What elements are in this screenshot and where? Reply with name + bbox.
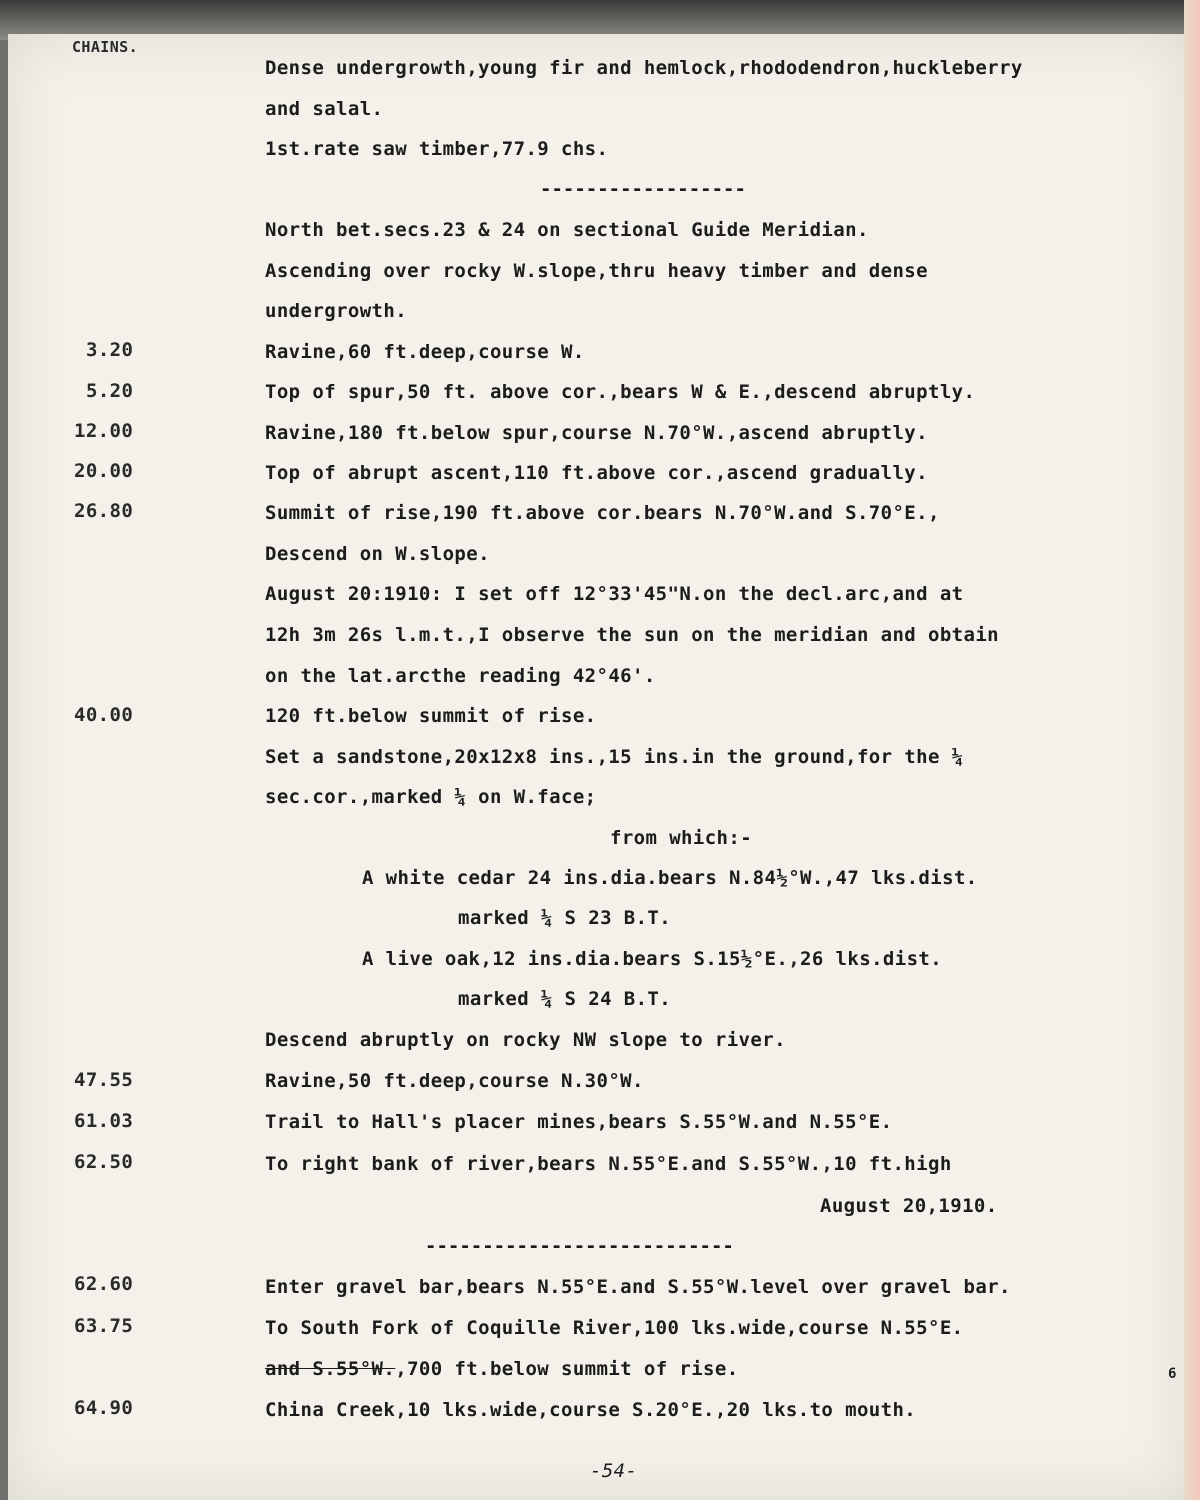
chains-header: CHAINS. <box>72 38 139 56</box>
chain-distance: 3.20 <box>86 339 134 361</box>
scan-right-edge <box>1184 0 1200 1500</box>
text-line: Trail to Hall's placer mines,bears S.55°W.and N.55°E. <box>265 1111 893 1133</box>
text-line: 1st.rate saw timber,77.9 chs. <box>265 138 609 160</box>
text-line: Top of spur,50 ft. above cor.,bears W & E.,descend abruptly. <box>265 381 976 403</box>
text-line: on the lat.arcthe reading 42°46'. <box>265 665 656 687</box>
bearing-tree-line: A live oak,12 ins.dia.bears S.15½°E.,26 lks.dist. <box>362 948 943 970</box>
struck-text: and S.55°W. <box>265 1358 396 1380</box>
chain-distance: 47.55 <box>74 1069 134 1091</box>
separator-rule: --------------------------- <box>425 1235 734 1257</box>
text-line: sec.cor.,marked ¼ on W.face; <box>265 786 597 808</box>
text-line: To right bank of river,bears N.55°E.and S.55°W.,10 ft.high <box>265 1153 952 1175</box>
text-line: Enter gravel bar,bears N.55°E.and S.55°W.level over gravel bar. <box>265 1276 1011 1298</box>
chain-distance: 62.50 <box>74 1151 134 1173</box>
text-line: Ravine,50 ft.deep,course N.30°W. <box>265 1070 644 1092</box>
text-line: and salal. <box>265 98 384 120</box>
margin-mark: 6 <box>1168 1366 1177 1382</box>
text-line: 12h 3m 26s l.m.t.,I observe the sun on the meridian and obtain <box>265 624 1000 646</box>
text-line: Ravine,60 ft.deep,course W. <box>265 341 585 363</box>
text-line: undergrowth. <box>265 300 408 322</box>
text-line: Descend abruptly on rocky NW slope to river. <box>265 1029 786 1051</box>
separator-rule: ------------------ <box>540 178 746 200</box>
bearing-tree-marking: marked ¼ S 23 B.T. <box>458 907 672 929</box>
text-line: Ascending over rocky W.slope,thru heavy timber and dense <box>265 260 928 282</box>
text-line: 120 ft.below summit of rise. <box>265 705 597 727</box>
text-line: China Creek,10 lks.wide,course S.20°E.,20 lks.to mouth. <box>265 1399 917 1421</box>
text-line-with-strikeout <box>265 1358 739 1380</box>
text-line: Summit of rise,190 ft.above cor.bears N.70°W.and S.70°E., <box>265 502 940 524</box>
text-fragment: ,700 ft.below summit of rise. <box>395 1358 739 1380</box>
date-line: August 20,1910. <box>820 1195 998 1217</box>
page-number: -54- <box>590 1460 638 1482</box>
text-line: To South Fork of Coquille River,100 lks.wide,course N.55°E. <box>265 1317 964 1339</box>
text-line: from which:- <box>610 827 753 849</box>
text-line: Ravine,180 ft.below spur,course N.70°W.,ascend abruptly. <box>265 422 928 444</box>
chain-distance: 61.03 <box>74 1110 134 1132</box>
text-line: Descend on W.slope. <box>265 543 490 565</box>
chain-distance: 63.75 <box>74 1315 134 1337</box>
chain-distance: 12.00 <box>74 420 134 442</box>
text-line: Top of abrupt ascent,110 ft.above cor.,ascend gradually. <box>265 462 928 484</box>
text-line: Dense undergrowth,young fir and hemlock,rhododendron,huckleberry <box>265 57 1023 79</box>
bearing-tree-line: A white cedar 24 ins.dia.bears N.84½°W.,47 lks.dist. <box>362 867 978 889</box>
bearing-tree-marking: marked ¼ S 24 B.T. <box>458 988 672 1010</box>
chain-distance: 5.20 <box>86 380 134 402</box>
text-line: August 20:1910: I set off 12°33'45"N.on the decl.arc,and at <box>265 583 964 605</box>
text-line: North bet.secs.23 & 24 on sectional Guide Meridian. <box>265 219 869 241</box>
chain-distance: 64.90 <box>74 1397 134 1419</box>
chain-distance: 62.60 <box>74 1273 134 1295</box>
chain-distance: 26.80 <box>74 500 134 522</box>
chain-distance: 40.00 <box>74 704 134 726</box>
chain-distance: 20.00 <box>74 460 134 482</box>
text-line: Set a sandstone,20x12x8 ins.,15 ins.in the ground,for the ¼ <box>265 746 964 768</box>
